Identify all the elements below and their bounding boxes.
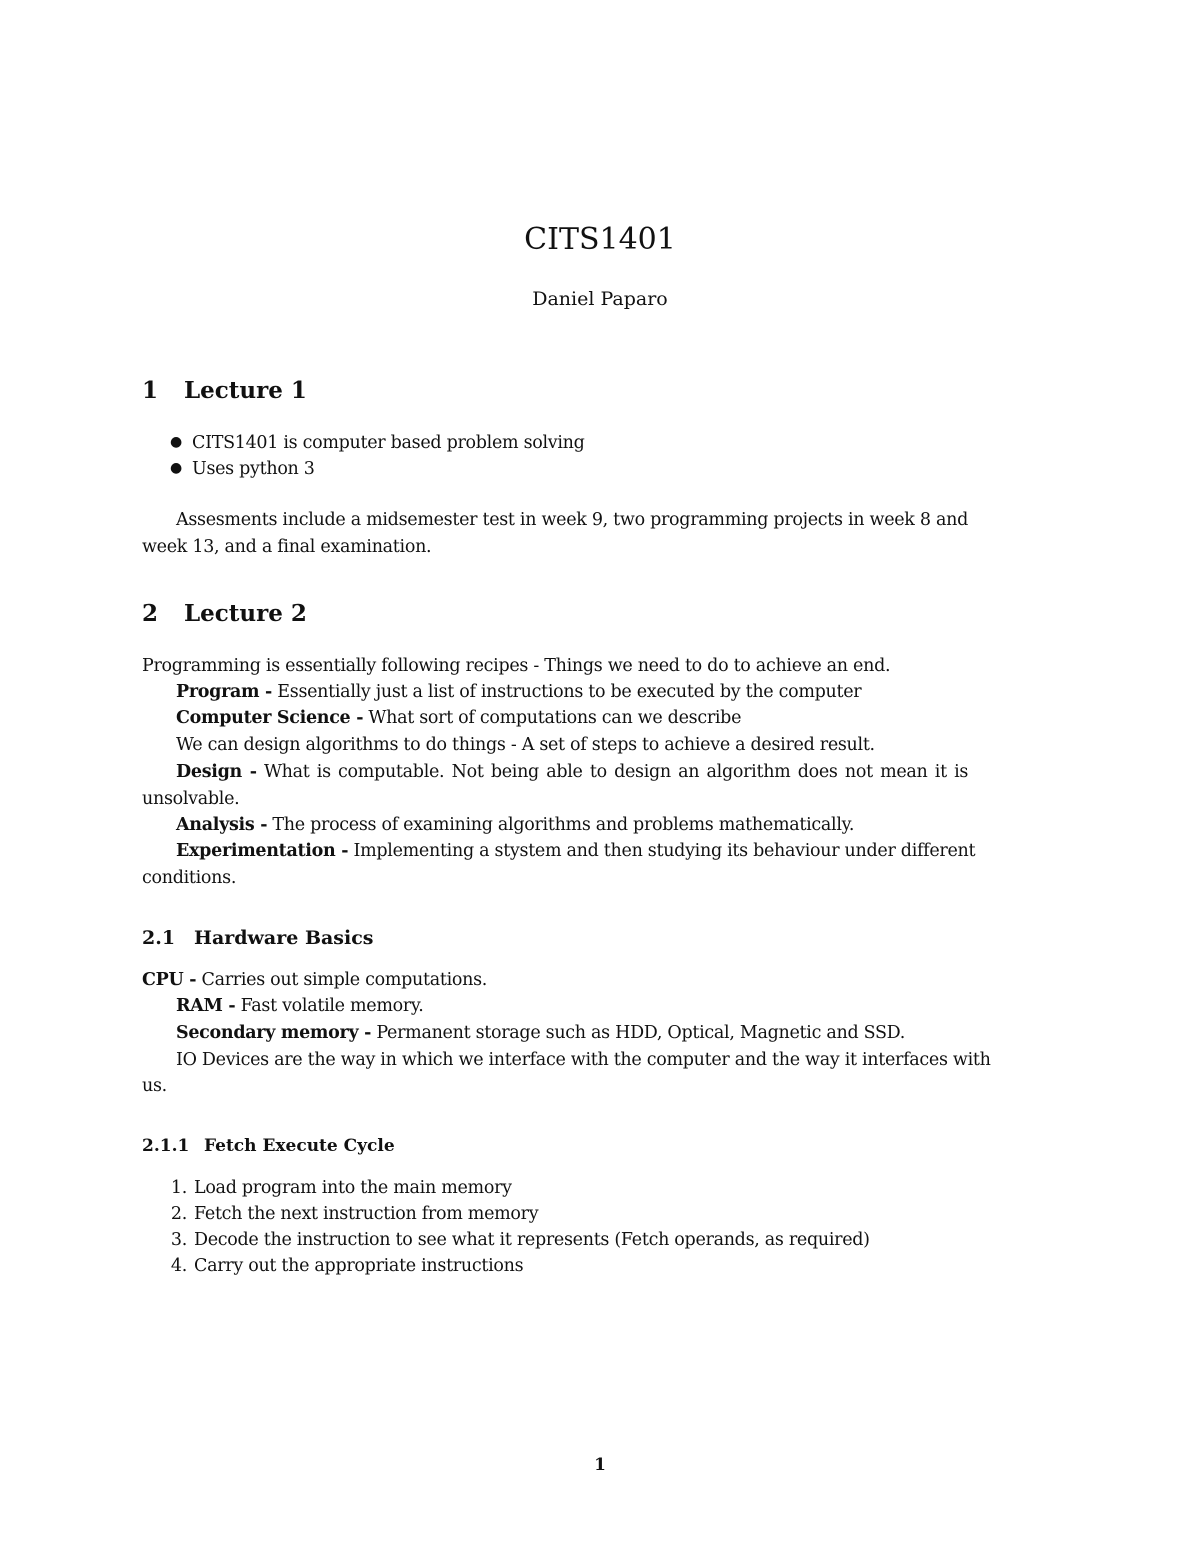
enum-number: 2.: [170, 1204, 187, 1224]
list-item-text: CITS1401 is computer based problem solving: [192, 433, 585, 453]
subsubsection-heading: [142, 1136, 395, 1156]
definition-continuation: unsolvable.: [142, 789, 240, 809]
definition-term: Computer Science -: [176, 708, 364, 728]
enum-text: Carry out the appropriate instructions: [194, 1256, 524, 1276]
definition-line: [176, 996, 423, 1016]
definition-line: [176, 1023, 905, 1043]
definition-line: [176, 762, 968, 782]
list-item: [170, 459, 315, 479]
definition-line: [176, 1050, 991, 1070]
paragraph-line: week 13, and a final examination.: [142, 537, 432, 557]
section-heading-1: [142, 377, 307, 404]
paragraph-line: Programming is essentially following recipes - Things we need to do to achieve an end.: [142, 656, 891, 676]
definition-line: [176, 708, 741, 728]
section-number: 2: [142, 600, 159, 627]
section-number: 1: [142, 377, 159, 404]
subsection-title: Hardware Basics: [194, 927, 374, 949]
enum-text: Decode the instruction to see what it represents (Fetch operands, as required): [194, 1230, 870, 1250]
definition-term: Design -: [176, 762, 257, 782]
definition-line: [176, 815, 854, 835]
enum-text: Fetch the next instruction from memory: [194, 1204, 539, 1224]
definition-continuation: conditions.: [142, 868, 237, 888]
list-item-text: Uses python 3: [192, 459, 315, 479]
page-number: 1: [594, 1455, 606, 1475]
paragraph-line: Assesments include a midsemester test in week 9, two programming projects in week 8 and: [176, 510, 968, 530]
bullet-icon: ●: [170, 460, 182, 476]
section-title: Lecture 2: [184, 600, 307, 627]
definition-text: Fast volatile memory.: [235, 996, 424, 1016]
definition-text: What sort of computations can we describe: [363, 708, 742, 728]
definition-text: The process of examining algorithms and problems mathematically.: [267, 815, 855, 835]
definition-term: Experimentation -: [176, 841, 349, 861]
definition-term: Program -: [176, 682, 273, 702]
document-title: CITS1401: [524, 222, 676, 257]
subsection-number: 2.1: [142, 927, 176, 949]
section-title: Lecture 1: [184, 377, 307, 404]
bullet-icon: ●: [170, 434, 182, 450]
enumerated-item: [162, 1204, 538, 1224]
definition-text: Carries out simple computations.: [196, 970, 488, 990]
definition-text: IO Devices are the way in which we interface with the computer and the way it interfaces with: [176, 1050, 991, 1070]
enumerated-item: [162, 1230, 870, 1250]
document-author: Daniel Paparo: [532, 288, 668, 310]
enum-text: Load program into the main memory: [194, 1178, 512, 1198]
subsubsection-number: 2.1.1: [142, 1136, 190, 1156]
list-item: [170, 433, 585, 453]
enumerated-item: [162, 1256, 523, 1276]
subsection-heading: [142, 927, 374, 949]
definition-term: RAM -: [176, 996, 236, 1016]
subsubsection-title: Fetch Execute Cycle: [204, 1136, 395, 1156]
section-heading-2: [142, 600, 307, 627]
definition-line: [176, 735, 875, 755]
definition-text: What is computable. Not being able to design an algorithm does not mean it is: [256, 762, 969, 782]
definition-term: Analysis -: [176, 815, 268, 835]
definition-text: We can design algorithms to do things - A set of steps to achieve a desired result.: [176, 735, 875, 755]
definition-term: CPU -: [142, 970, 197, 990]
enum-number: 4.: [170, 1256, 187, 1276]
definition-text: Permanent storage such as HDD, Optical, Magnetic and SSD.: [371, 1023, 906, 1043]
definition-line: [142, 970, 487, 990]
definition-line: [176, 682, 861, 702]
definition-line: [176, 841, 975, 861]
definition-text: Essentially just a list of instructions to be executed by the computer: [272, 682, 862, 702]
enum-number: 3.: [170, 1230, 187, 1250]
definition-continuation: us.: [142, 1076, 167, 1096]
definition-text: Implementing a stystem and then studying its behaviour under different: [348, 841, 976, 861]
definition-term: Secondary memory -: [176, 1023, 372, 1043]
enum-number: 1.: [170, 1178, 187, 1198]
enumerated-item: [162, 1178, 512, 1198]
